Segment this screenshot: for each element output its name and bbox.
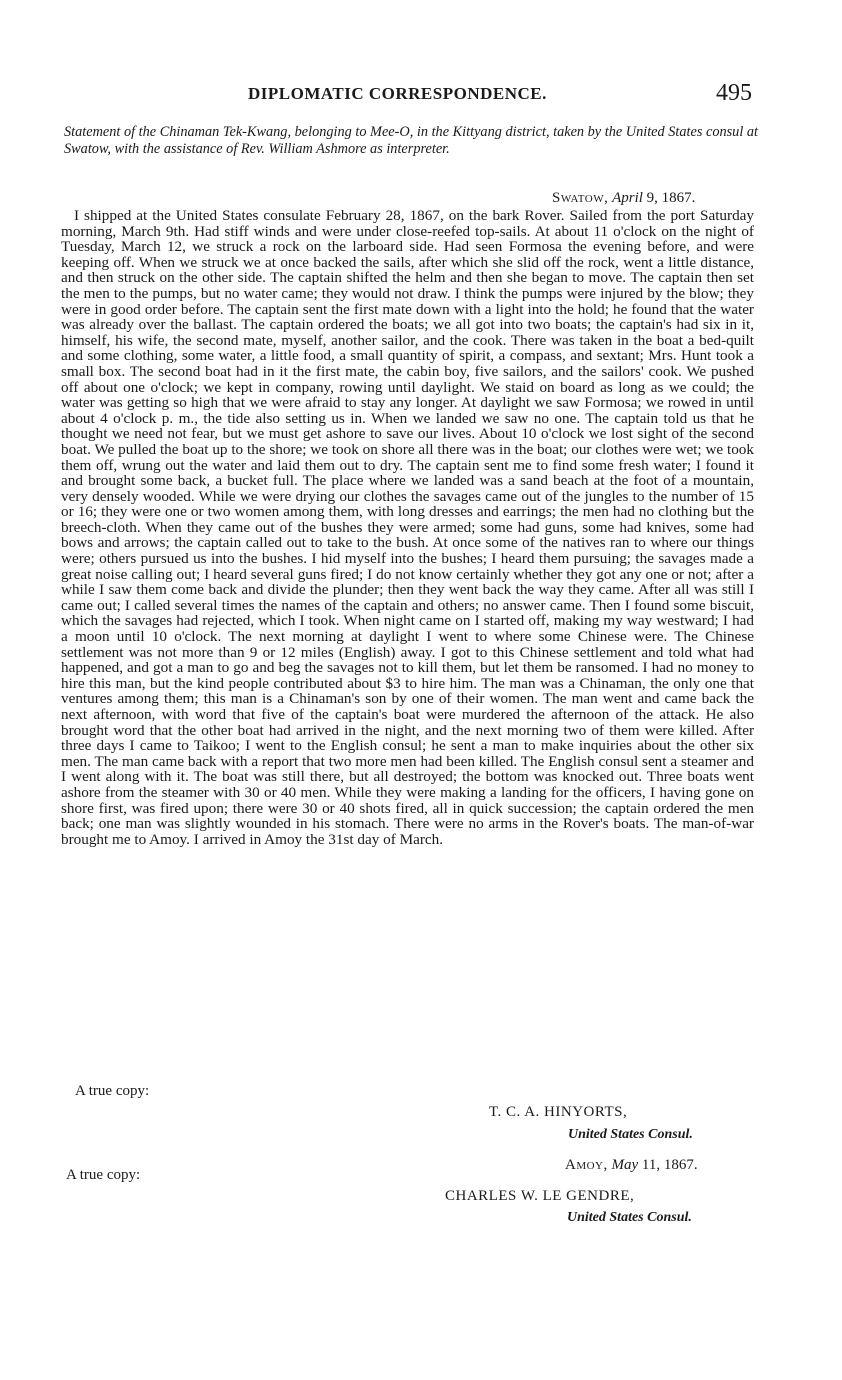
page-number: 495 — [716, 80, 752, 106]
statement-body — [61, 208, 754, 847]
second-dateline-place: Amoy, — [565, 1157, 608, 1173]
second-dateline — [565, 1157, 698, 1174]
statement-title: Statement of the Chinaman Tek-Kwang, belonging to Mee-O, in the Kittyang district, taken by the United States consul at Swatow, with the assistance of Rev. William Ashmore as interpreter. — [64, 124, 758, 157]
second-dateline-month: May — [611, 1157, 639, 1173]
signer-name-1: T. C. A. HINYORTS, — [489, 1104, 628, 1120]
dateline — [552, 190, 695, 207]
true-copy-label-2: A true copy: — [66, 1167, 141, 1183]
dateline-place: Swatow, — [552, 190, 609, 206]
running-title: DIPLOMATIC CORRESPONDENCE. — [248, 84, 547, 103]
signer-name-2: CHARLES W. LE GENDRE, — [445, 1188, 635, 1204]
signer-title-1: United States Consul. — [568, 1127, 693, 1142]
second-dateline-day-year: 11, 1867. — [641, 1157, 698, 1173]
dateline-month: April — [612, 190, 643, 206]
signer-title-2: United States Consul. — [567, 1210, 692, 1225]
body-paragraph: I shipped at the United States consulate February 28, 1867, on the bark Rover. Sailed from the port Saturday morning, March 9th. Had stiff winds and were under close-reefed top-sails. At about 11 o'clock on the night of Tuesday, March 12, we struck a rock on the larboard side. Had seen Formosa the evening before, and were keeping off. When we struck we at once backed the sails, after which she slid off the rock, went a little distance, and then struck on the other side. The captain shifted the helm and then she began to move. The captain then set the men to the pumps, but no water came; they would not draw. I think the pumps were injured by the blow; they were in good order before. The captain sent the first mate down with a light into the hold; he found that the water was already over the ballast. The captain ordered the boats; we all got into two boats; the captain's had six in it, himself, his wife, the second mate, myself, another sailor, and the cook. There was taken in the boat a bed-quilt and some clothing, some water, a little food, a small quantity of spirit, a compass, and sextant; Mrs. Hunt took a small box. The second boat had in it the first mate, the cabin boy, five sailors, and the sailors' cook. We pushed off about one o'clock; we kept in company, rowing until daylight. We staid on board as long as we could; the water was getting so high that we were afraid to stay any longer. At daylight we saw Formosa; we rowed in until about 4 o'clock p. m., the tide also setting us in. When we landed we saw no one. The captain told us that he thought we need not fear, but we must get ashore to save our lives. About 10 o'clock we lost sight of the second boat. We pulled the boat up to the shore; we took on shore all there was in the boat; our clothes were wet; we took them off, wrung out the water and laid them out to dry. The captain sent me to find some fresh water; I found it and brought some back, a bucket full. The place where we landed was a sand beach at the foot of a mountain, very densely wooded. While we were drying our clothes the savages came out of the jungles to the number of 15 or 16; they were one or two women among them, with long dresses and earrings; the men had no clothing but the breech-cloth. When they came out of the bushes they were armed; some had guns, some had knives, some had bows and arrows; the captain called out to take to the bush. At once some of the natives ran to where our things were; others pursued us into the bushes. I hid myself into the bushes; I heard them pursuing; the savages made a great noise calling out; I heard several guns fired; I do not know certainly whether they got any one or not; after a while I saw them come back and divide the plunder; then they went back the way they came. After all was still I came out; I called several times the names of the captain and others; no answer came. Then I found some biscuit, which the savages had rejected, which I took. When night came on I started off, making my way westward; I had a moon until 10 o'clock. The next morning at daylight I went to where some Chinese were. The Chinese settlement was not more than 9 or 12 miles (English) away. I got to this Chinese settlement and told what had happened, and got a man to go and beg the savages not to kill them, but let them be ransomed. I had no money to hire this man, but the kind people contributed about $3 to hire him. The man was a Chinaman, the only one that ventures among them; this man is a Chinaman's son by one of their women. The man went and came back the next afternoon, with word that five of the captain's boat were murdered the afternoon of the attack. He also brought word that the other boat had arrived in the night, and the next morning two of them were killed. After three days I came to Taikoo; I went to the English consul; he sent a man to make inquiries about the other six men. The man came back with a report that two more men had been killed. The English consul sent a steamer and I went along with it. The boat was still there, but all destroyed; the bottom was knocked out. Three boats went ashore from the steamer with 30 or 40 men. While they were making a landing for the officers, I having gone on shore first, was fired upon; there were 30 or 40 shots fired, all in quick succession; the captain ordered the men back; one man was slightly wounded in his stomach. There were no arms in the Rover's boats. The man-of-war brought me to Amoy. I arrived in Amoy the 31st day of March. — [61, 207, 754, 848]
true-copy-label-1: A true copy: — [75, 1083, 150, 1099]
running-head — [0, 80, 842, 110]
dateline-day-year: 9, 1867. — [646, 190, 696, 206]
